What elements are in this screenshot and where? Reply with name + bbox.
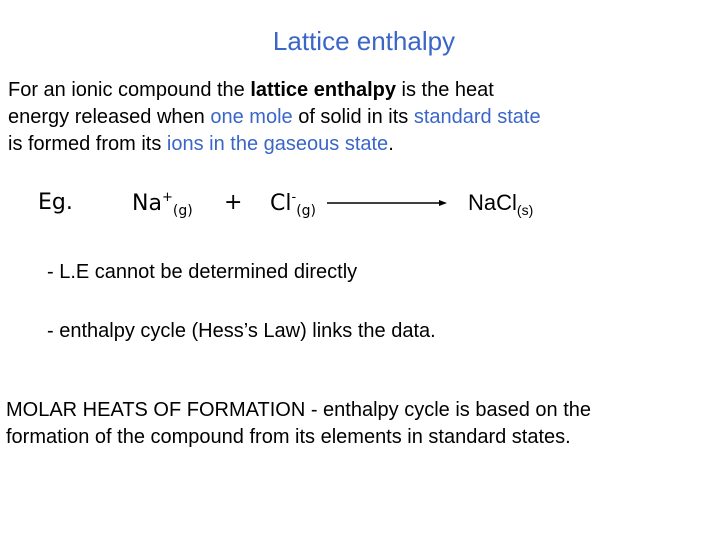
molar-line-1: MOLAR HEATS OF FORMATION - enthalpy cycle is based on the [6,399,591,421]
gaseous-ions-highlight: ions in the gaseous state [166,133,389,155]
definition-line-1 [8,77,720,104]
example-label: Eg. [38,190,73,215]
definition-text: of solid in its [292,106,414,128]
definition-text: is the heat [395,79,494,101]
chloride-state: (g) [296,203,316,219]
chloride-charge: - [291,190,297,205]
molar-heats-paragraph [6,397,591,451]
definition-text: . [388,133,394,155]
point-cannot-determine: - L.E cannot be determined directly [47,261,358,283]
chlorine-symbol: Cl [270,191,292,216]
product-state: (s) [516,202,534,218]
product-formula: NaCl [468,190,517,215]
sodium-symbol: Na [132,191,162,216]
sodium-charge: + [161,190,173,205]
chloride-ion [270,190,316,219]
plus-sign: + [224,190,243,215]
sodium-chloride [468,190,533,218]
one-mole-highlight: one mole [210,106,293,128]
lattice-enthalpy-term: lattice enthalpy [250,79,396,101]
reaction-arrow-icon [325,196,449,210]
definition-line-2 [8,104,720,131]
definition-paragraph [8,77,720,158]
molar-line-2: formation of the compound from its elements in standard states. [6,426,571,448]
sodium-ion [132,190,193,219]
standard-state-highlight: standard state [413,106,541,128]
sodium-state: (g) [172,203,193,219]
definition-text: is formed from its [8,133,167,155]
definition-line-3 [8,131,720,158]
definition-text: For an ionic compound the [8,79,251,101]
definition-text: energy released when [8,106,211,128]
point-hess-law: - enthalpy cycle (Hess’s Law) links the data. [47,320,436,342]
page-title: Lattice enthalpy [272,26,456,56]
